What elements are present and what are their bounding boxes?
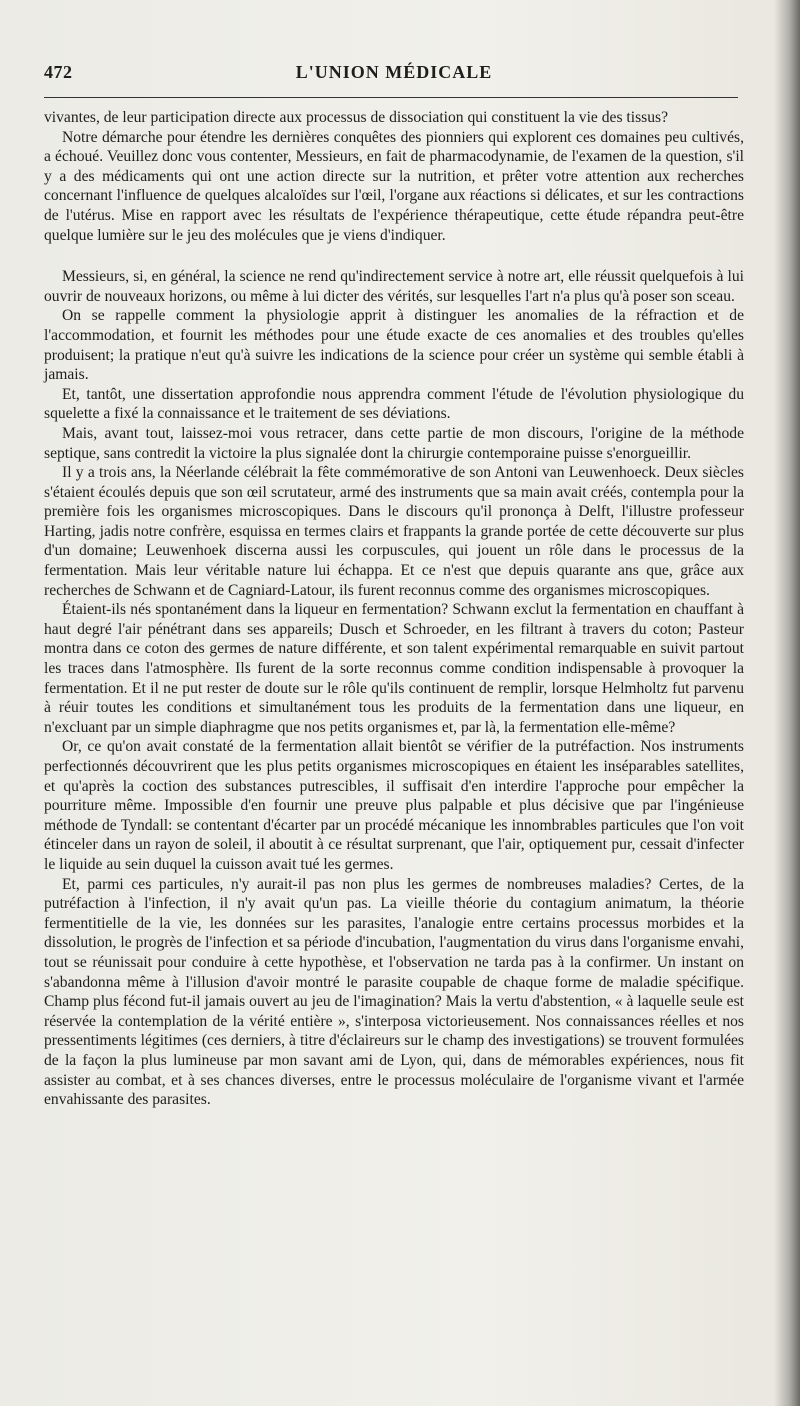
page-header (44, 62, 744, 88)
paragraph-3: Messieurs, si, en général, la science ne rend qu'indirectement service à notre art, elle réussit quelquefois à lui ouvrir de nouveaux horizons, ou même à lui dicter des vérités, sur lesquelles l'art n'a plus qu'à poser son sceau. (44, 268, 744, 305)
running-title: L'UNION MÉDICALE (295, 62, 493, 82)
paragraph-2: Notre démarche pour étendre les dernières conquêtes des pionniers qui explorent ces domaines peu cultivés, a échoué. Veuillez donc vous contenter, Messieurs, en fait de pharmacodynamie, de l'examen de la question, s'il y a des médicaments qui ont une action directe sur la nutrition, et prêter votre attention aux recherches concernant l'influence de quelques alcaloïdes sur l'œil, l'organe aux réactions si délicates, et sur les contractions de l'utérus. Mise en rapport avec les résultats de l'expérience thérapeutique, cette étude répandra peut-être quelque lumière sur le jeu des molécules que je viens d'indiquer. (44, 128, 744, 244)
paragraph-10: Et, parmi ces particules, n'y aurait-il pas non plus les germes de nombreuses maladies? Certes, de la putréfaction à l'infection, il n'y avait qu'un pas. La vieille théorie du contagium animatum, la théorie fermentitielle de la vie, les données sur les parasites, l'analogie entre certains processus morbides et la dissolution, le progrès de l'infection et sa période d'incubation, l'augmentation du virus dans l'organisme envahi, tout se réunissait pour conduire à cette hypothèse, et l'observation ne tarda pas à la confirmer. Un instant on s'abandonna même à l'illusion d'avoir montré le parasite coupable de chaque forme de maladie spécifique. Champ plus fécond fut-il jamais ouvert au jeu de l'imagination? Mais la vertu d'abstention, « à laquelle seule est réservée la contemplation de la vérité entière », s'interposa victorieusement. Nos connaissances réelles et nos pressentiments légitimes (ces derniers, à titre d'éclaireurs sur le champ des investigations) se trouvent formulées de la façon la plus lumineuse par mon savant ami de Lyon, qui, dans de mémorables expériences, nous fit assister au combat, et à ses chances diverses, entre le processus moléculaire de l'organisme vivant et l'armée envahissante des parasites. (44, 875, 744, 1109)
header-rule (44, 97, 738, 98)
paragraph-9: Or, ce qu'on avait constaté de la fermentation allait bientôt se vérifier de la putréfaction. Nos instruments perfectionnés découvrirent que les plus petits organismes microscopiques en étaient les inséparables satellites, et qu'après la coction des substances putrescibles, il suffisait d'en interdire l'approche pour empêcher la pourriture même. Impossible d'en fournir une preuve plus palpable et plus décisive que par l'ingénieuse méthode de Tyndall: se contentant d'écarter par un procédé mécanique les innombrables particules que l'on voit étinceler dans un rayon de soleil, il aboutit à ce résultat surprenant, que l'air, optiquement pur, cessait d'infecter le liquide au sein duquel la cuisson avait tué les germes. (44, 738, 744, 873)
paragraph-8: Étaient-ils nés spontanément dans la liqueur en fermentation? Schwann exclut la fermentation en chauffant à haut degré l'air pénétrant dans ses appareils; Dusch et Schroeder, en les filtrant à travers du coton; Pasteur montra dans ce coton des germes de nature différente, et son talent expérimental remarquable en suivit partout les traces dans l'atmosphère. Ils furent de la sorte reconnus comme condition indispensable à provoquer la fermentation. Et il ne put rester de doute sur le rôle qu'ils continuent de remplir, lorsque Helmholtz fut parvenu à réuir toutes les conditions et simultanément tous les produits de la fermentation dans une liqueur, en n'excluant par un simple diaphragme que nos petits organismes et, par là, la fermentation elle-même? (44, 601, 744, 736)
page-edge-shadow (774, 0, 800, 1406)
paragraph-1: vivantes, de leur participation directe aux processus de dissociation qui constituent la vie des tissus? (44, 109, 669, 126)
paragraph-4: On se rappelle comment la physiologie apprit à distinguer les anomalies de la réfraction et de l'accommodation, et fournit les méthodes pour une étude exacte de ces anomalies et des troubles qu'elles produisent; la pratique n'eut qu'à suivre les indications de la science pour créer un système qui semble établi à jamais. (44, 307, 744, 384)
paragraph-7: Il y a trois ans, la Néerlande célébrait la fête commémorative de son Antoni van Leuwenhoeck. Deux siècles s'étaient écoulés depuis que son œil scrutateur, armé des instruments que sa main avait créés, contempla pour la première fois les organismes microscopiques. Dans le discours qu'il prononça à Delft, l'illustre professeur Harting, jadis notre confrère, esquissa en termes clairs et frappants la grande portée de cette découverte sur plus d'un domaine; Leuwenhoek discerna aussi les corpuscules, qui jouent un rôle dans le processus de la fermentation. Mais leur véritable nature lui échappa. Et ce n'est que depuis quarante ans que, grâce aux recherches de Schwann et de Cagniard-Latour, ils furent reconnus comme des organismes microscopiques. (44, 464, 744, 599)
paragraph-5: Et, tantôt, une dissertation approfondie nous apprendra comment l'étude de l'évolution physiologique du squelette a fixé la connaissance et le traitement de ses déviations. (44, 385, 744, 423)
body-text (44, 108, 744, 1110)
paragraph-6: Mais, avant tout, laissez-moi vous retracer, dans cette partie de mon discours, l'origine de la méthode septique, sans contredit la victoire la plus signalée dont la chirurgie contemporaine puisse s'enorgueillir. (44, 424, 744, 462)
page-number: 472 (44, 62, 73, 82)
